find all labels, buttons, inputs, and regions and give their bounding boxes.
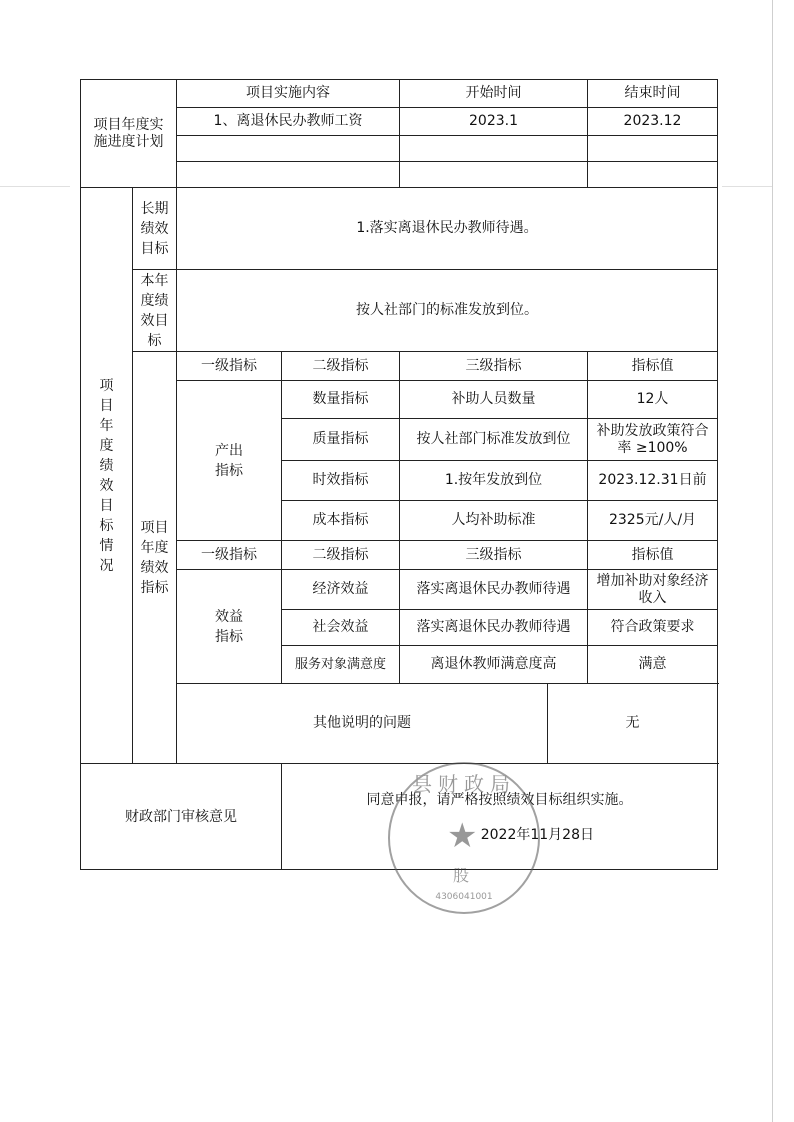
benefit-row-3-value: 满意 bbox=[588, 646, 718, 684]
header2-value: 指标值 bbox=[588, 541, 718, 570]
progress-row-2-end bbox=[588, 136, 718, 162]
output-row-3-level2: 时效指标 bbox=[282, 461, 400, 501]
finance-opinion-label bbox=[81, 764, 282, 870]
benefit-row-2-level2: 社会效益 bbox=[282, 610, 400, 646]
indicators-label bbox=[133, 352, 177, 764]
goals-section-label bbox=[81, 188, 133, 764]
progress-row-3-start bbox=[400, 162, 588, 188]
progress-row-3-content bbox=[177, 162, 400, 188]
progress-row-3 bbox=[81, 162, 718, 188]
output-row-1-level3: 补助人员数量 bbox=[400, 381, 588, 419]
indicators-label-text: 项目年度绩效指标 bbox=[140, 519, 169, 596]
long-term-goal-label-text: 长期绩效目标 bbox=[140, 200, 169, 257]
long-term-goal-row bbox=[81, 188, 718, 270]
progress-row-2-start bbox=[400, 136, 588, 162]
seal-star-icon: ★ bbox=[447, 816, 478, 856]
benefit-row-3-level3: 离退休教师满意度高 bbox=[400, 646, 588, 684]
benefit-row-1-level2: 经济效益 bbox=[282, 570, 400, 610]
long-term-goal-label bbox=[133, 188, 177, 270]
output-row-4-level2: 成本指标 bbox=[282, 501, 400, 541]
output-row-1-value: 12人 bbox=[588, 381, 718, 419]
progress-row-2-content bbox=[177, 136, 400, 162]
progress-row-1 bbox=[81, 108, 718, 136]
annual-goal-label bbox=[133, 270, 177, 352]
goals-section-text: 项目年度绩效目标情况 bbox=[99, 377, 114, 574]
output-row-1-level2: 数量指标 bbox=[282, 381, 400, 419]
benefit-row-1-level3: 落实离退休民办教师待遇 bbox=[400, 570, 588, 610]
annual-goal-row bbox=[81, 270, 718, 352]
benefit-row-3-level2: 服务对象满意度 bbox=[282, 646, 400, 684]
output-indicators-label bbox=[177, 381, 282, 541]
official-seal bbox=[388, 762, 540, 914]
indicator-header-row-2 bbox=[81, 541, 718, 570]
benefit-row-1-value: 增加补助对象经济收入 bbox=[588, 570, 718, 610]
output-row-2-level3: 按人社部门标准发放到位 bbox=[400, 419, 588, 461]
progress-section-label: 项目年度实施进度计划 bbox=[81, 80, 177, 188]
benefit-indicators-text: 效益指标 bbox=[215, 608, 243, 645]
output-row-1 bbox=[81, 381, 718, 419]
progress-row-1-end: 2023.12 bbox=[588, 108, 718, 136]
other-notes-text: 无 bbox=[548, 684, 718, 764]
seal-code: 4306041001 bbox=[435, 892, 493, 902]
header-value: 指标值 bbox=[588, 352, 718, 381]
finance-opinion-label-text: 财政部门审核意见 bbox=[125, 808, 237, 825]
progress-header-start: 开始时间 bbox=[400, 80, 588, 108]
other-notes-row bbox=[81, 684, 718, 764]
finance-opinion-text: 同意申报，请严格按照绩效目标组织实施。 bbox=[366, 792, 633, 808]
header2-level3: 三级指标 bbox=[400, 541, 588, 570]
scan-dash-left bbox=[0, 186, 70, 187]
progress-header-row bbox=[81, 80, 718, 108]
progress-row-1-start: 2023.1 bbox=[400, 108, 588, 136]
output-row-4-value: 2325元/人/月 bbox=[588, 501, 718, 541]
long-term-goal-text: 1.落实离退休民办教师待遇。 bbox=[177, 188, 718, 270]
progress-row-1-content: 1、离退休民办教师工资 bbox=[177, 108, 400, 136]
progress-header-content: 项目实施内容 bbox=[177, 80, 400, 108]
benefit-indicators-label bbox=[177, 570, 282, 684]
output-row-2-level2: 质量指标 bbox=[282, 419, 400, 461]
output-indicators-text: 产出指标 bbox=[215, 442, 243, 479]
benefit-row-2-level3: 落实离退休民办教师待遇 bbox=[400, 610, 588, 646]
header2-level2: 二级指标 bbox=[282, 541, 400, 570]
header-level2: 二级指标 bbox=[282, 352, 400, 381]
header-level1: 一级指标 bbox=[177, 352, 282, 381]
progress-header-end: 结束时间 bbox=[588, 80, 718, 108]
output-row-3-level3: 1.按年发放到位 bbox=[400, 461, 588, 501]
indicator-header-row-1 bbox=[81, 352, 718, 381]
output-row-4-level3: 人均补助标准 bbox=[400, 501, 588, 541]
header2-level1: 一级指标 bbox=[177, 541, 282, 570]
scan-dash-right bbox=[722, 186, 772, 187]
output-row-2-value: 补助发放政策符合率 ≥100% bbox=[588, 419, 718, 461]
benefit-row-2-value: 符合政策要求 bbox=[588, 610, 718, 646]
progress-row-2 bbox=[81, 136, 718, 162]
progress-row-3-end bbox=[588, 162, 718, 188]
finance-opinion-date: 2022年11月28日 bbox=[480, 827, 594, 843]
other-notes-label: 其他说明的问题 bbox=[177, 684, 548, 764]
annual-goal-text: 按人社部门的标准发放到位。 bbox=[177, 270, 718, 352]
output-row-3-value: 2023.12.31日前 bbox=[588, 461, 718, 501]
scan-margin-line bbox=[772, 0, 773, 1122]
seal-top-text: 县财政局 bbox=[412, 772, 516, 796]
benefit-row-1 bbox=[81, 570, 718, 610]
performance-form-table bbox=[80, 79, 718, 870]
annual-goal-label-text: 本年度绩效目标 bbox=[140, 272, 169, 349]
seal-bottom-text: 股 bbox=[452, 866, 475, 885]
header-level3: 三级指标 bbox=[400, 352, 588, 381]
